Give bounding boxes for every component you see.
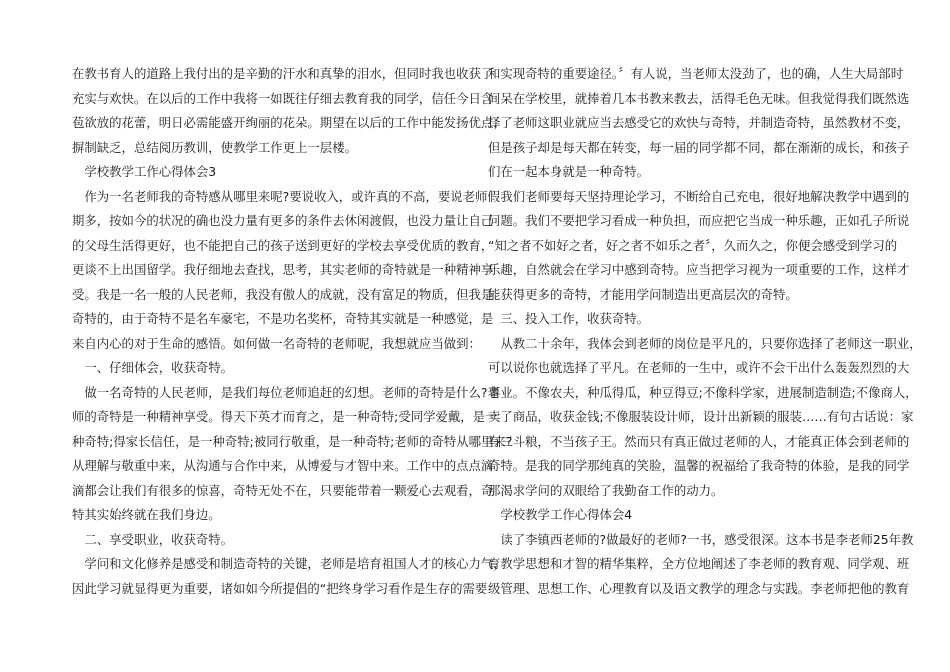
text-line: 滴都会让我们有很多的惊喜，奇特无处不在，只要能带着一颗爱心去观看，奇 bbox=[72, 482, 494, 498]
text-line: 因此学习就显得更为重要，诸如如今所提倡的“把终身学习看作是生存的需要 bbox=[72, 580, 488, 596]
text-line: 苞欲放的花蕾，明日必需能盛开绚丽的花朵。期望在以后的工作中能发扬优点， bbox=[72, 115, 506, 130]
text-line: 摒制缺乏，总结阅历教训，使教学工作更上一层楼。 bbox=[72, 139, 357, 155]
text-line: 级管理、思想工作、心理教育以及语文教学的理念与实践。李老师把他的教育 bbox=[488, 580, 910, 596]
text-line: 择了老师这职业就应当去感受它的欢快与奇特，并制造奇特，虽然教材不变， bbox=[488, 115, 910, 130]
text-line: 有三斗粮，不当孩子王。然而只有真正做过老师的人，才能真正体会到老师的 bbox=[488, 433, 910, 449]
text-line: “知之者不如好之者，好之者不如乐之者〞，久而久之，你便会感受到学习的 bbox=[488, 237, 898, 253]
text-line: 们在一起本身就是一种奇特。 bbox=[488, 164, 650, 179]
text-line: 做一名奇特的人民老师，是我们每位老师追赶的幻想。老师的奇特是什么?老 bbox=[72, 384, 500, 400]
text-line: 特其实始终就在我们身边。 bbox=[72, 507, 221, 522]
left-text-column bbox=[72, 62, 513, 601]
text-line: 在教书育人的道路上我付出的是辛勤的汗水和真挚的泪水，但同时我也收获了 bbox=[72, 66, 494, 81]
text-line: 更谈不上出国留学。我仔细地去查找，思考，其实老师的奇特就是一种精神享 bbox=[72, 262, 494, 277]
text-line: 从理解与敬重中来，从沟通与合作中来，从博爱与才智中来。工作中的点点滴 bbox=[72, 458, 494, 473]
text-line: 充实与欢快。在以后的工作中我将一如既往仔细去教育我的同学，信任今日含 bbox=[72, 90, 494, 106]
text-line: 学校教学工作心得体会3 bbox=[72, 164, 217, 179]
text-line: 学问和文化修养是感受和制造奇特的关键，老师是培育祖国人才的核心力气， bbox=[72, 556, 506, 571]
text-line: 受。我是一名一般的人民老师，我没有傲人的成就，没有富足的物质，但我是 bbox=[72, 286, 494, 302]
text-line: 三、投入工作，收获奇特。 bbox=[488, 311, 650, 326]
text-line: 读了李镇西老师的?做最好的老师?一书，感受很深。这本书是李老师25年教 bbox=[488, 531, 914, 547]
text-line: 期多，按如今的状况的确也没力量有更多的条件去休闲渡假，也没力量让自己 bbox=[72, 213, 494, 228]
text-line: 从教二十余年，我体会到老师的岗位是平凡的，只要你选择了老师这一职业， bbox=[488, 335, 922, 351]
right-text-column bbox=[488, 62, 922, 601]
text-line: 卖了商品，收获金钱;不像服装设计师，设计出新颖的服装……有句古话说：家 bbox=[488, 409, 914, 424]
text-line: 来自内心的对于生命的感悟。如何做一名奇特的老师呢，我想就应当做到： bbox=[72, 335, 481, 351]
text-line: 一、仔细体会，收获奇特。 bbox=[72, 360, 234, 375]
text-line: 作为一名老师我的奇特感从哪里来呢?要说收入，或许真的不高，要说老师假 bbox=[72, 188, 500, 204]
text-line: 育教学思想和才智的精华集粹，全方位地阐述了李老师的教育观、同学观、班 bbox=[488, 556, 910, 571]
text-line: 能获得更多的奇特，才能用学问制造出更高层次的奇特。 bbox=[488, 286, 798, 302]
text-line: 乐趣，自然就会在学习中感到奇特。应当把学习视为一项重要的工作，这样才 bbox=[488, 262, 910, 277]
text-line: 可以说你也就选择了平凡。在老师的一生中，或许不会干出什么轰轰烈烈的大 bbox=[488, 360, 910, 375]
text-line: 奇特的，由于奇特不是名车豪宅，不是功名奖杯，奇特其实就是一种感觉，是 bbox=[72, 311, 494, 326]
text-line: 我们老师要每天坚持理论学习，不断给自己充电，很好地解决教学中遇到的 bbox=[488, 188, 910, 204]
text-line: 师的奇特是一种精神享受。得天下英才而育之，是一种奇特;受同学爱戴，是一 bbox=[72, 409, 498, 424]
text-line: 那渴求学问的双眼给了我勤奋工作的动力。 bbox=[488, 482, 724, 498]
text-line: 问题。我们不要把学习看成一种负担，而应把它当成一种乐趣，正如孔子所说 bbox=[488, 213, 910, 228]
text-line: 和实现奇特的重要途径。〞有人说，当老师太没劲了，也的确，人生大局部时 bbox=[488, 66, 904, 81]
text-line: 间呆在学校里，就捧着几本书教来教去，活得毛色无味。但我觉得我们既然选 bbox=[488, 90, 910, 106]
text-line: 的父母生活得更好，也不能把自己的孩子送到更好的学校去享受优质的教育， bbox=[72, 237, 494, 253]
text-line: 二、享受职业，收获奇特。 bbox=[72, 531, 234, 547]
text-line: 但是孩子却是每天都在转变，每一届的同学都不同，都在渐渐的成长，和孩子 bbox=[488, 139, 910, 155]
text-line: 奇特。是我的同学那纯真的笑脸，温馨的祝福给了我奇特的体验，是我的同学 bbox=[488, 458, 910, 473]
text-line: 种奇特;得家长信任，是一种奇特;被同行敬重，是一种奇特;老师的奇特从哪里来? bbox=[72, 433, 513, 449]
text-line: 学校教学工作心得体会4 bbox=[488, 507, 633, 522]
text-line: 事业。不像农夫，种瓜得瓜，种豆得豆;不像科学家，进展制造制造;不像商人， bbox=[488, 384, 918, 400]
